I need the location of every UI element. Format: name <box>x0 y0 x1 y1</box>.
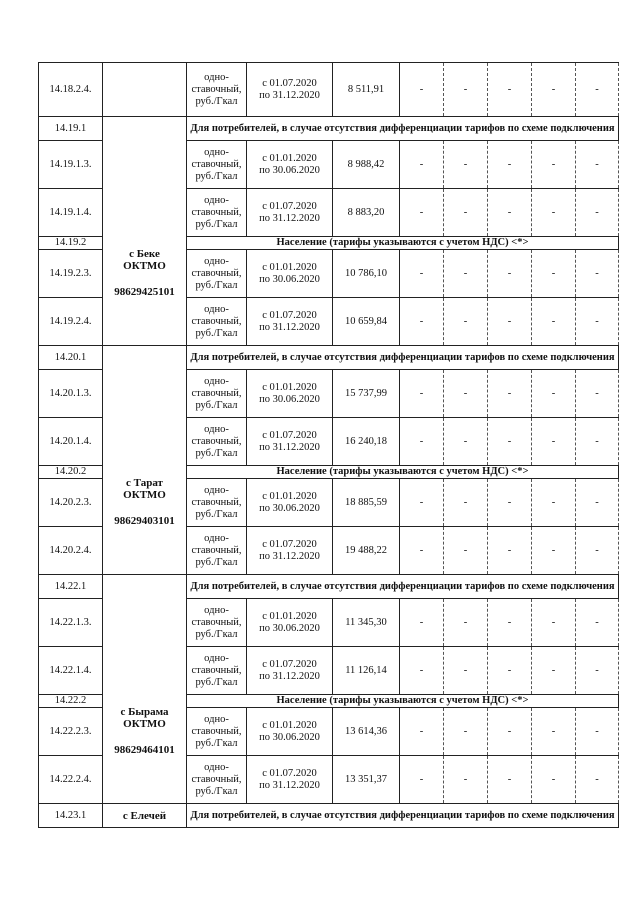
section-code: 14.19.2 <box>39 237 103 250</box>
empty-dash: - <box>444 756 488 804</box>
period-cell <box>247 599 333 647</box>
period-line: по 31.12.2020 <box>259 670 320 682</box>
unit-cell <box>187 141 247 189</box>
period-line: с 01.01.2020 <box>262 490 317 502</box>
section-header: Население (тарифы указываются с учетом НДС) <*> <box>187 466 619 479</box>
unit-line: руб./Гкал <box>195 399 238 411</box>
row-code: 14.22.2.4. <box>39 756 103 804</box>
period-cell <box>247 527 333 575</box>
unit-line: ставочный, <box>191 267 242 279</box>
row-code: 14.20.1.3. <box>39 370 103 418</box>
row-code: 14.22.1.3. <box>39 599 103 647</box>
empty-dash: - <box>532 189 576 237</box>
empty-dash: - <box>576 708 619 756</box>
unit-line: руб./Гкал <box>195 556 238 568</box>
unit-line: одно- <box>204 255 229 267</box>
unit-line: ставочный, <box>191 435 242 447</box>
tariff-value: 13 351,37 <box>333 756 400 804</box>
period-line: с 01.07.2020 <box>262 429 317 441</box>
empty-dash: - <box>400 479 444 527</box>
row-code: 14.19.1.3. <box>39 141 103 189</box>
period-cell <box>247 479 333 527</box>
empty-dash: - <box>488 370 532 418</box>
empty-dash: - <box>488 708 532 756</box>
period-line: с 01.07.2020 <box>262 77 317 89</box>
location-name: с Бырама <box>120 706 169 718</box>
row-code: 14.19.1.4. <box>39 189 103 237</box>
unit-line: руб./Гкал <box>195 279 238 291</box>
empty-dash: - <box>444 298 488 346</box>
unit-line: одно- <box>204 423 229 435</box>
unit-line: ставочный, <box>191 725 242 737</box>
unit-line: одно- <box>204 532 229 544</box>
section-header: Для потребителей, в случае отсутствия дифференциации тарифов по схеме подключения <box>187 117 619 141</box>
period-line: по 31.12.2020 <box>259 212 320 224</box>
empty-dash: - <box>400 756 444 804</box>
unit-cell <box>187 189 247 237</box>
period-line: по 31.12.2020 <box>259 321 320 333</box>
period-line: по 31.12.2020 <box>259 441 320 453</box>
unit-line: одно- <box>204 194 229 206</box>
location-cell <box>103 346 187 575</box>
period-line: с 01.07.2020 <box>262 200 317 212</box>
empty-dash: - <box>400 141 444 189</box>
period-cell <box>247 298 333 346</box>
unit-line: руб./Гкал <box>195 170 238 182</box>
empty-dash: - <box>400 527 444 575</box>
section-header-row <box>39 117 619 141</box>
period-line: по 30.06.2020 <box>259 502 320 514</box>
tariff-value: 19 488,22 <box>333 527 400 575</box>
unit-line: одно- <box>204 303 229 315</box>
empty-dash: - <box>532 756 576 804</box>
unit-line: руб./Гкал <box>195 628 238 640</box>
empty-dash: - <box>488 479 532 527</box>
empty-dash: - <box>532 647 576 695</box>
section-code: 14.22.2 <box>39 695 103 708</box>
oktmo-label: ОКТМО <box>123 718 166 730</box>
period-line: по 30.06.2020 <box>259 273 320 285</box>
empty-dash: - <box>444 250 488 298</box>
unit-cell <box>187 527 247 575</box>
unit-line: руб./Гкал <box>195 218 238 230</box>
empty-dash: - <box>576 63 619 117</box>
unit-line: ставочный, <box>191 83 242 95</box>
row-code: 14.22.1.4. <box>39 647 103 695</box>
empty-dash: - <box>400 250 444 298</box>
empty-dash: - <box>444 647 488 695</box>
period-line: по 30.06.2020 <box>259 731 320 743</box>
unit-line: одно- <box>204 375 229 387</box>
empty-dash: - <box>444 479 488 527</box>
tariff-value: 8 883,20 <box>333 189 400 237</box>
oktmo-code: 98629403101 <box>114 515 175 527</box>
section-header-row <box>39 804 619 828</box>
unit-line: ставочный, <box>191 544 242 556</box>
unit-line: ставочный, <box>191 387 242 399</box>
empty-dash: - <box>576 250 619 298</box>
tariff-value: 10 659,84 <box>333 298 400 346</box>
period-cell <box>247 708 333 756</box>
unit-line: ставочный, <box>191 315 242 327</box>
period-cell <box>247 141 333 189</box>
unit-line: одно- <box>204 652 229 664</box>
period-line: с 01.07.2020 <box>262 658 317 670</box>
tariff-value: 18 885,59 <box>333 479 400 527</box>
unit-line: руб./Гкал <box>195 95 238 107</box>
empty-dash: - <box>576 479 619 527</box>
empty-dash: - <box>576 599 619 647</box>
tariff-value: 11 126,14 <box>333 647 400 695</box>
unit-cell <box>187 250 247 298</box>
empty-dash: - <box>444 418 488 466</box>
unit-cell <box>187 479 247 527</box>
empty-dash: - <box>444 141 488 189</box>
empty-dash: - <box>576 527 619 575</box>
empty-dash: - <box>488 189 532 237</box>
period-line: по 30.06.2020 <box>259 393 320 405</box>
empty-dash: - <box>444 63 488 117</box>
tariff-table <box>38 62 619 828</box>
tariff-value: 15 737,99 <box>333 370 400 418</box>
empty-dash: - <box>532 418 576 466</box>
unit-cell <box>187 599 247 647</box>
row-code: 14.22.2.3. <box>39 708 103 756</box>
table-row <box>39 63 619 117</box>
empty-dash: - <box>532 479 576 527</box>
empty-dash: - <box>532 370 576 418</box>
unit-line: ставочный, <box>191 616 242 628</box>
empty-dash: - <box>576 141 619 189</box>
empty-dash: - <box>532 708 576 756</box>
period-line: с 01.01.2020 <box>262 381 317 393</box>
location-name: с Беке <box>129 248 160 260</box>
period-line: с 01.01.2020 <box>262 152 317 164</box>
unit-cell <box>187 63 247 117</box>
empty-dash: - <box>444 189 488 237</box>
period-cell <box>247 756 333 804</box>
section-header: Население (тарифы указываются с учетом НДС) <*> <box>187 237 619 250</box>
period-line: по 31.12.2020 <box>259 89 320 101</box>
unit-line: одно- <box>204 71 229 83</box>
period-line: с 01.07.2020 <box>262 767 317 779</box>
period-cell <box>247 63 333 117</box>
row-code: 14.20.1.4. <box>39 418 103 466</box>
unit-cell <box>187 756 247 804</box>
empty-dash: - <box>576 647 619 695</box>
empty-dash: - <box>488 418 532 466</box>
empty-dash: - <box>488 141 532 189</box>
section-code: 14.23.1 <box>39 804 103 828</box>
period-line: по 31.12.2020 <box>259 550 320 562</box>
empty-dash: - <box>488 527 532 575</box>
period-line: с 01.01.2020 <box>262 610 317 622</box>
location-cell <box>103 575 187 804</box>
empty-dash: - <box>576 298 619 346</box>
empty-dash: - <box>488 63 532 117</box>
empty-dash: - <box>532 141 576 189</box>
unit-line: руб./Гкал <box>195 447 238 459</box>
empty-dash: - <box>400 647 444 695</box>
empty-dash: - <box>488 756 532 804</box>
empty-dash: - <box>576 418 619 466</box>
empty-dash: - <box>444 599 488 647</box>
section-header: Для потребителей, в случае отсутствия дифференциации тарифов по схеме подключения <box>187 346 619 370</box>
period-cell <box>247 189 333 237</box>
empty-dash: - <box>400 189 444 237</box>
unit-cell <box>187 418 247 466</box>
unit-line: ставочный, <box>191 773 242 785</box>
unit-line: ставочный, <box>191 158 242 170</box>
location-cell-empty <box>103 63 187 117</box>
section-header-row <box>39 346 619 370</box>
section-code: 14.20.1 <box>39 346 103 370</box>
period-line: с 01.01.2020 <box>262 261 317 273</box>
location-cell: с Елечей <box>103 804 187 828</box>
empty-dash: - <box>488 298 532 346</box>
unit-line: ставочный, <box>191 206 242 218</box>
section-header: Для потребителей, в случае отсутствия дифференциации тарифов по схеме подключения <box>187 575 619 599</box>
tariff-value: 11 345,30 <box>333 599 400 647</box>
unit-line: ставочный, <box>191 664 242 676</box>
empty-dash: - <box>532 63 576 117</box>
unit-cell <box>187 708 247 756</box>
unit-line: руб./Гкал <box>195 737 238 749</box>
location-cell <box>103 117 187 346</box>
empty-dash: - <box>400 63 444 117</box>
section-header: Население (тарифы указываются с учетом НДС) <*> <box>187 695 619 708</box>
unit-line: руб./Гкал <box>195 327 238 339</box>
empty-dash: - <box>488 599 532 647</box>
period-line: с 01.07.2020 <box>262 538 317 550</box>
empty-dash: - <box>444 527 488 575</box>
unit-line: руб./Гкал <box>195 508 238 520</box>
tariff-value: 16 240,18 <box>333 418 400 466</box>
empty-dash: - <box>400 599 444 647</box>
empty-dash: - <box>576 370 619 418</box>
period-cell <box>247 647 333 695</box>
period-cell <box>247 418 333 466</box>
unit-line: одно- <box>204 604 229 616</box>
empty-dash: - <box>532 527 576 575</box>
empty-dash: - <box>576 189 619 237</box>
section-code: 14.20.2 <box>39 466 103 479</box>
row-code: 14.18.2.4. <box>39 63 103 117</box>
empty-dash: - <box>532 298 576 346</box>
oktmo-code: 98629464101 <box>114 744 175 756</box>
tariff-value: 10 786,10 <box>333 250 400 298</box>
row-code: 14.19.2.3. <box>39 250 103 298</box>
empty-dash: - <box>576 756 619 804</box>
unit-line: одно- <box>204 761 229 773</box>
oktmo-label: ОКТМО <box>123 489 166 501</box>
empty-dash: - <box>488 647 532 695</box>
empty-dash: - <box>444 708 488 756</box>
period-line: с 01.01.2020 <box>262 719 317 731</box>
location-name: с Тарат <box>126 477 163 489</box>
period-cell <box>247 370 333 418</box>
unit-line: руб./Гкал <box>195 676 238 688</box>
empty-dash: - <box>400 370 444 418</box>
empty-dash: - <box>532 250 576 298</box>
empty-dash: - <box>400 708 444 756</box>
tariff-value: 8 511,91 <box>333 63 400 117</box>
unit-line: одно- <box>204 713 229 725</box>
period-line: по 30.06.2020 <box>259 622 320 634</box>
row-code: 14.20.2.3. <box>39 479 103 527</box>
oktmo-code: 98629425101 <box>114 286 175 298</box>
oktmo-label: ОКТМО <box>123 260 166 272</box>
period-cell <box>247 250 333 298</box>
empty-dash: - <box>532 599 576 647</box>
empty-dash: - <box>400 418 444 466</box>
row-code: 14.20.2.4. <box>39 527 103 575</box>
unit-line: ставочный, <box>191 496 242 508</box>
unit-cell <box>187 647 247 695</box>
empty-dash: - <box>400 298 444 346</box>
period-line: с 01.07.2020 <box>262 309 317 321</box>
empty-dash: - <box>488 250 532 298</box>
unit-line: одно- <box>204 484 229 496</box>
empty-dash: - <box>444 370 488 418</box>
tariff-value: 8 988,42 <box>333 141 400 189</box>
section-header: Для потребителей, в случае отсутствия дифференциации тарифов по схеме подключения <box>187 804 619 828</box>
row-code: 14.19.2.4. <box>39 298 103 346</box>
unit-cell <box>187 370 247 418</box>
section-header-row <box>39 575 619 599</box>
section-code: 14.19.1 <box>39 117 103 141</box>
period-line: по 31.12.2020 <box>259 779 320 791</box>
unit-line: руб./Гкал <box>195 785 238 797</box>
section-code: 14.22.1 <box>39 575 103 599</box>
tariff-value: 13 614,36 <box>333 708 400 756</box>
period-line: по 30.06.2020 <box>259 164 320 176</box>
unit-cell <box>187 298 247 346</box>
unit-line: одно- <box>204 146 229 158</box>
